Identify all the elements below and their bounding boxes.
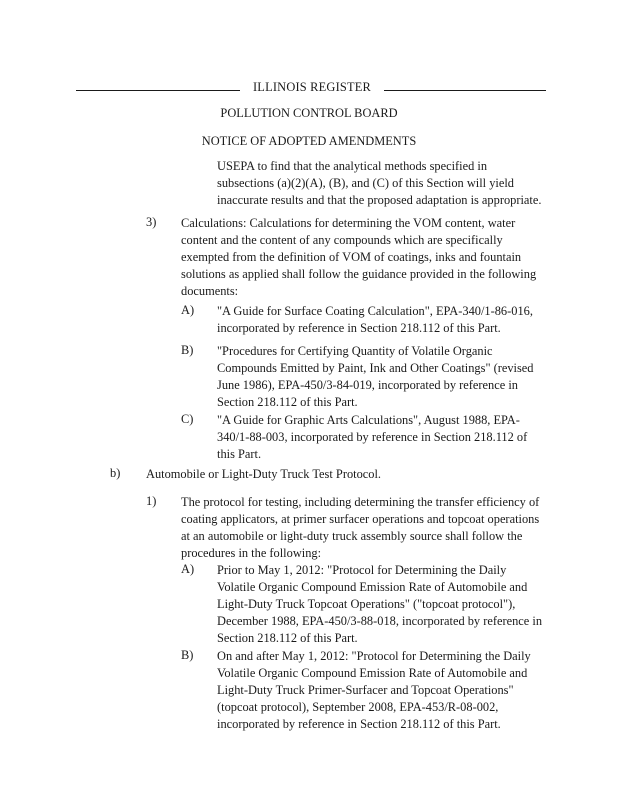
item-b-label: b): [110, 466, 121, 480]
item-3a-text: "A Guide for Surface Coating Calculation", EPA-340/1-86-016, incorporated by reference in Section 218.112 of this Part.: [217, 304, 533, 335]
item-3-label: 3): [146, 215, 157, 229]
item-3-text: Calculations: Calculations for determining the VOM content, water content and the content of any compounds which are specifically exempted from the definition of VOM of coatings, inks and fountain solutions as applied shall follow the guidance provided in the following documents:: [181, 216, 537, 298]
notice-title: NOTICE OF ADOPTED AMENDMENTS: [201, 134, 417, 148]
register-title: ILLINOIS REGISTER: [240, 80, 384, 95]
item-1b-text: On and after May 1, 2012: "Protocol for Determining the Daily Volatile Organic Compound Emission Rate of Automobile and Light-Duty Truck Primer-Surfacer and Topcoat Operations" (topcoat protocol), September 2008, EPA-453/R-08-002, incorporated by reference in Section 218.112 of this Part.: [217, 649, 531, 731]
item-1a-label: A): [181, 562, 195, 576]
item-1-label: 1): [146, 494, 157, 508]
item-3a-label: A): [181, 303, 195, 317]
item-b-text: Automobile or Light-Duty Truck Test Protocol.: [146, 467, 382, 481]
intro-paragraph: USEPA to find that the analytical methods specified in subsections (a)(2)(A), (B), and (C) of this Section will yield inaccurate results and that the proposed adaptation is appropriate.: [217, 159, 542, 207]
item-3b-label: B): [181, 343, 194, 357]
item-1-text: The protocol for testing, including determining the transfer efficiency of coating applicators, at primer surfacer operations and topcoat operations at an automobile or light-duty truck assembly source shall follow the procedures in the following:: [181, 495, 540, 560]
item-3c-label: C): [181, 412, 194, 426]
item-3b-text: "Procedures for Certifying Quantity of Volatile Organic Compounds Emitted by Paint, Ink and Other Coatings" (revised June 1986), EPA-450/3-84-019, incorporated by reference in Section 218.112 of this Part.: [217, 344, 534, 409]
board-name: POLLUTION CONTROL BOARD: [220, 106, 398, 120]
item-3c-text: "A Guide for Graphic Arts Calculations", August 1988, EPA-340/1-88-003, incorporated by reference in Section 218.112 of this Part.: [217, 413, 528, 461]
item-1a-text: Prior to May 1, 2012: "Protocol for Determining the Daily Volatile Organic Compound Emission Rate of Automobile and Light-Duty Truck Topcoat Operations" ("topcoat protocol"), December 1988, EPA-450/3-88-018, incorporated by reference in Section 218.112 of this Part.: [217, 563, 543, 645]
item-1b-label: B): [181, 648, 194, 662]
